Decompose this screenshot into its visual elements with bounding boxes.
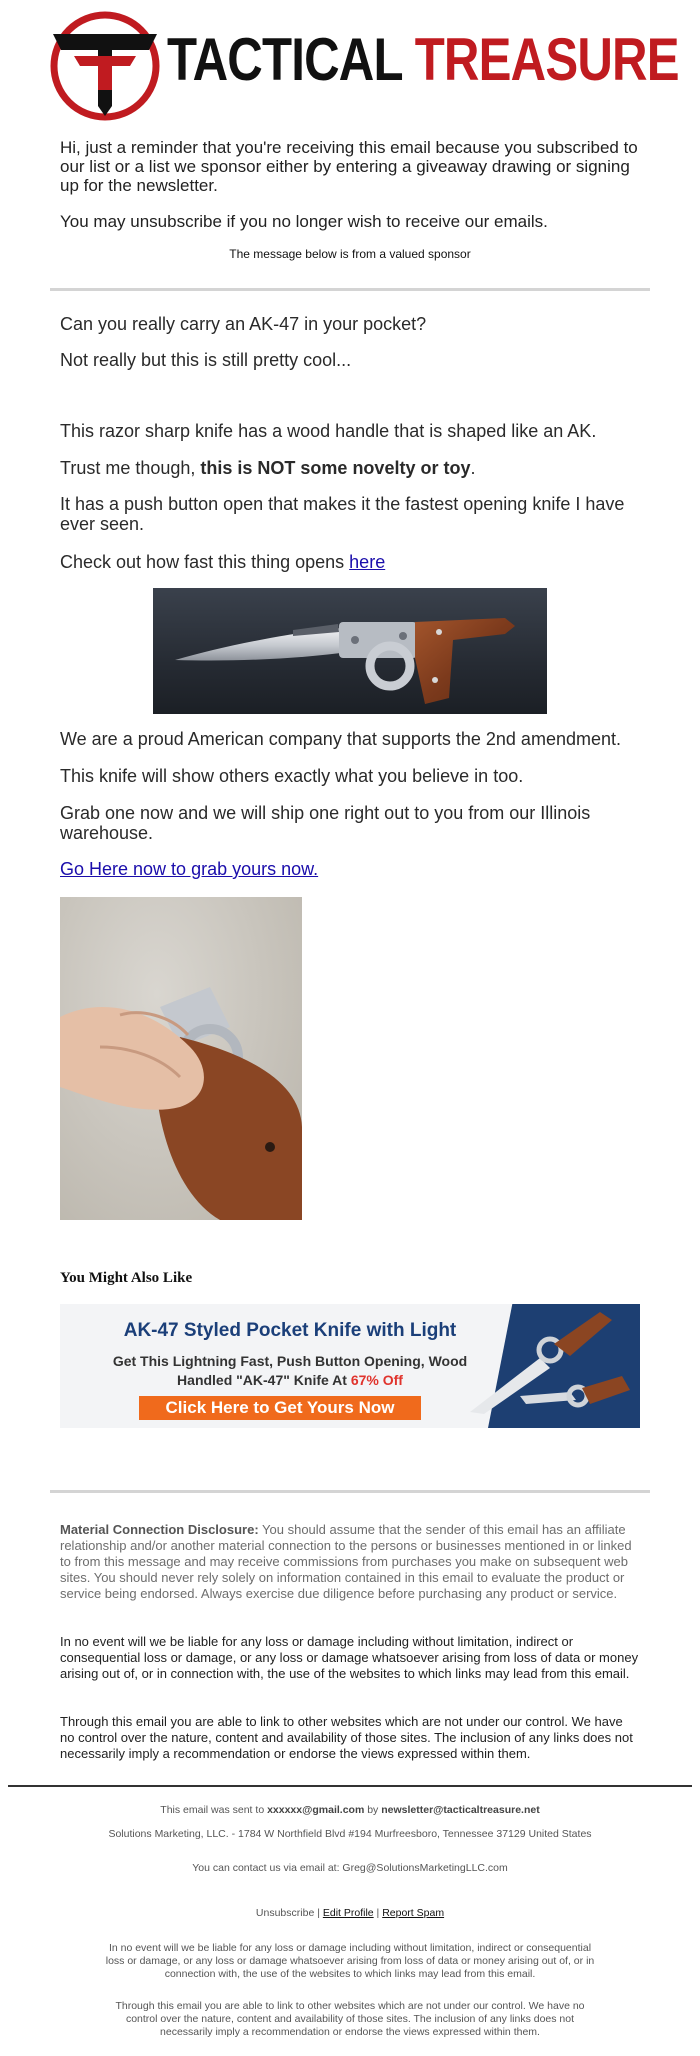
sent-to-lead: This email was sent to: [160, 1804, 268, 1816]
promo-banner[interactable]: [60, 1304, 640, 1428]
body-paragraph-4: [60, 458, 640, 478]
disclosure-label: Material Connection Disclosure:: [60, 1522, 259, 1537]
promo-banner-subtitle-line1: Get This Lightning Fast, Push Button Opening, Wood: [112, 1353, 468, 1369]
sender-email: newsletter@tacticaltreasure.net: [381, 1804, 540, 1816]
third-party-notice: Through this email you are able to link to other websites which are not under our control. We have no control over the nature, content and availability of those sites. The inclusion of any links does not necessarily imply a recommendation or endorse the views expressed within them.: [60, 1714, 633, 1761]
sponsor-note: The message below is from a valued sponsor: [229, 247, 471, 261]
promo-banner-button[interactable]: Click Here to Get Yours Now: [139, 1396, 421, 1420]
brand-word-treasure: TREASURE: [414, 26, 679, 93]
body-paragraph-9: Grab one now and we will ship one right out to you from our Illinois warehouse.: [60, 803, 591, 843]
body-paragraph-4-emphasis: this is NOT some novelty or toy: [200, 458, 471, 478]
body-paragraph-1: Can you really carry an AK-47 in your pocket?: [60, 314, 427, 334]
body-paragraph-4-tail: .: [470, 458, 476, 478]
promo-knives-icon: [460, 1304, 640, 1428]
subscription-reminder: Hi, just a reminder that you're receiving this email because you subscribed to our list or a list we sponsor either by entering a giveaway drawing or signing up for the newsletter.: [60, 138, 638, 195]
body-paragraph-5: It has a push button open that makes it the fastest opening knife I have ever seen.: [60, 494, 625, 534]
body-paragraph-2: Not really but this is still pretty cool...: [60, 350, 352, 370]
brand-word-tactical: TACTICAL: [167, 26, 402, 93]
here-link[interactable]: here: [349, 552, 386, 572]
divider: [50, 288, 650, 291]
body-paragraph-7: We are a proud American company that supports the 2nd amendment.: [60, 729, 621, 749]
footer-liability: In no event will we be liable for any loss or damage including without limitation, indirect or consequential loss or damage, or any loss or damage whatsoever arising from loss of data or money arising out of, or in connection with, the use of the websites to which links may lead from this email.: [105, 1942, 595, 1980]
recipient-email: xxxxxx@gmail.com: [267, 1804, 365, 1816]
sent-by-lead: by: [364, 1804, 382, 1816]
unsubscribe-link[interactable]: Unsubscribe: [255, 1907, 315, 1919]
tactical-treasure-logo-icon: [50, 10, 160, 122]
report-spam-link[interactable]: Report Spam: [382, 1907, 445, 1919]
material-connection-disclosure: [60, 1522, 640, 1602]
liability-notice: In no event will we be liable for any loss or damage including without limitation, indirect or consequential loss or damage, or any loss or damage whatsoever arising from loss of data or money arising out of, or in connection with, the use of the websites to which links may lead from this email.: [60, 1634, 639, 1681]
divider: [50, 1490, 650, 1493]
promo-banner-subtitle-line2: [80, 1371, 500, 1390]
promo-banner-title: AK-47 Styled Pocket Knife with Light: [123, 1320, 457, 1341]
promo-banner-subtitle: [80, 1352, 500, 1390]
contact-line: You can contact us via email at: Greg@SolutionsMarketingLLC.com: [192, 1862, 508, 1874]
sent-to-line: [100, 1804, 600, 1817]
knife-in-hand-photo-icon: [60, 897, 302, 1220]
brand-wordmark: [167, 26, 679, 93]
footer-divider: [8, 1785, 692, 1787]
body-paragraph-4-lead: Trust me though,: [60, 458, 201, 478]
body-paragraph-8: This knife will show others exactly what you believe in too.: [60, 766, 524, 786]
body-paragraph-6: [60, 552, 640, 572]
knife-product-image[interactable]: [153, 588, 547, 714]
company-address: Solutions Marketing, LLC. - 1784 W Northfield Blvd #194 Murfreesboro, Tennessee 37129 United States: [108, 1828, 592, 1840]
edit-profile-link[interactable]: Edit Profile: [322, 1907, 374, 1919]
footer-third-party: Through this email you are able to link to other websites which are not under our control. We have no control over the nature, content and availability of those sites. The inclusion of any links does not necessarily imply a recommendation or endorse the views expressed within them.: [115, 2000, 585, 2038]
body-paragraph-6-lead: Check out how fast this thing opens: [60, 552, 350, 572]
grab-yours-link[interactable]: Go Here now to grab yours now.: [60, 859, 319, 879]
knife-in-hand-photo[interactable]: [60, 897, 302, 1220]
unsubscribe-note: You may unsubscribe if you no longer wish to receive our emails.: [60, 212, 548, 231]
knife-illustration-icon: [153, 588, 547, 714]
promo-banner-subtitle-lead: Handled "AK-47" Knife At: [177, 1372, 351, 1388]
also-like-heading: You Might Also Like: [60, 1270, 193, 1286]
cta-paragraph: [60, 859, 640, 879]
footer-links: [100, 1907, 600, 1920]
disclosure-text: You should assume that the sender of this email has an affiliate relationship and/or another material connection to the persons or businesses mentioned in or linked to from this message and may receive commissions from purchases you make on subsequent web sites. You should never rely solely on information contained in this email to evaluate the product or service being endorsed. Always exercise due diligence before purchasing any product or service.: [60, 1522, 632, 1601]
footer-sep: |: [373, 1907, 383, 1919]
footer-sep: |: [314, 1907, 323, 1919]
brand-header: [50, 10, 679, 122]
body-paragraph-3: This razor sharp knife has a wood handle that is shaped like an AK.: [60, 421, 597, 441]
promo-banner-discount: 67% Off: [350, 1372, 403, 1388]
